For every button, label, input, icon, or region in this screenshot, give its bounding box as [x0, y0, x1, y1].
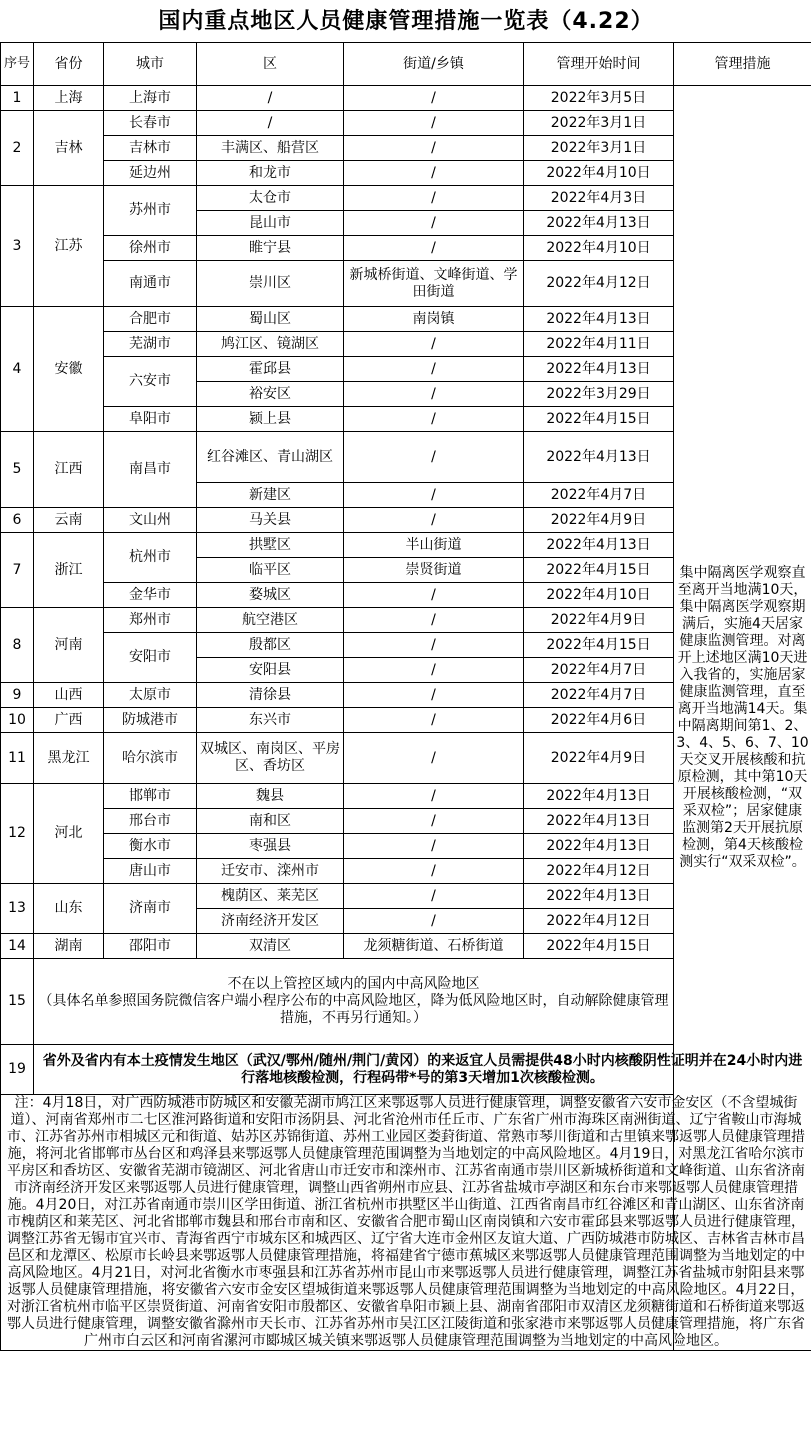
cell-district: 临平区: [197, 558, 344, 583]
cell-street: /: [344, 708, 524, 733]
cell-street: 新城桥街道、文峰街道、学田街道: [344, 261, 524, 307]
cell-city: 安阳市: [104, 633, 197, 683]
cell-date: 2022年4月13日: [524, 211, 674, 236]
cell-district: 丰满区、船营区: [197, 136, 344, 161]
cell-city: 南昌市: [104, 432, 197, 508]
cell-street: /: [344, 86, 524, 111]
cell-province: 山东: [34, 884, 104, 934]
cell-street: /: [344, 236, 524, 261]
cell-date: 2022年3月29日: [524, 382, 674, 407]
cell-street: /: [344, 884, 524, 909]
cell-city: 文山州: [104, 508, 197, 533]
cell-street: /: [344, 834, 524, 859]
cell-date: 2022年4月15日: [524, 407, 674, 432]
cell-city: 芜湖市: [104, 332, 197, 357]
table-row: [1, 1045, 811, 1095]
cell-street: /: [344, 111, 524, 136]
cell-city: 杭州市: [104, 533, 197, 583]
cell-date: 2022年4月13日: [524, 884, 674, 909]
cell-date: 2022年4月13日: [524, 533, 674, 558]
cell-city: 防城港市: [104, 708, 197, 733]
cell-district: 清徐县: [197, 683, 344, 708]
cell-district: 槐荫区、莱芜区: [197, 884, 344, 909]
cell-district: 拱墅区: [197, 533, 344, 558]
cell-city: 南通市: [104, 261, 197, 307]
cell-date: 2022年4月13日: [524, 307, 674, 332]
cell-street: /: [344, 859, 524, 884]
cell-city: 唐山市: [104, 859, 197, 884]
header-street: 街道/乡镇: [344, 43, 524, 86]
cell-street: 半山街道: [344, 533, 524, 558]
header-province: 省份: [34, 43, 104, 86]
cell-province: 河南: [34, 608, 104, 683]
cell-date: 2022年4月9日: [524, 508, 674, 533]
cell-date: 2022年4月10日: [524, 161, 674, 186]
cell-province: 上海: [34, 86, 104, 111]
cell-street: /: [344, 508, 524, 533]
cell-district: 双清区: [197, 934, 344, 959]
cell-city: 邢台市: [104, 809, 197, 834]
cell-district: 蜀山区: [197, 307, 344, 332]
cell-city: 阜阳市: [104, 407, 197, 432]
cell-date: 2022年3月1日: [524, 111, 674, 136]
cell-date: 2022年4月15日: [524, 934, 674, 959]
cell-province: 广西: [34, 708, 104, 733]
cell-date: 2022年4月7日: [524, 683, 674, 708]
cell-street: /: [344, 136, 524, 161]
cell-street: /: [344, 211, 524, 236]
cell-district: 太仓市: [197, 186, 344, 211]
cell-district: 枣强县: [197, 834, 344, 859]
cell-city: 邯郸市: [104, 784, 197, 809]
cell-date: 2022年4月7日: [524, 658, 674, 683]
cell-province: 安徽: [34, 307, 104, 432]
cell-province: 湖南: [34, 934, 104, 959]
cell-date: 2022年4月12日: [524, 261, 674, 307]
cell-street: /: [344, 332, 524, 357]
cell-city: 金华市: [104, 583, 197, 608]
cell-street: /: [344, 186, 524, 211]
cell-seq: 11: [1, 733, 34, 784]
cell-street: /: [344, 161, 524, 186]
cell-date: 2022年4月15日: [524, 558, 674, 583]
cell-district: 霍邱县: [197, 357, 344, 382]
cell-date: 2022年4月12日: [524, 909, 674, 934]
cell-seq: 19: [1, 1045, 34, 1095]
cell-seq: 10: [1, 708, 34, 733]
cell-seq: 6: [1, 508, 34, 533]
header-seq: 序号: [1, 43, 34, 86]
cell-district: 迁安市、滦州市: [197, 859, 344, 884]
cell-seq: 15: [1, 959, 34, 1045]
cell-street: /: [344, 382, 524, 407]
cell-date: 2022年4月11日: [524, 332, 674, 357]
cell-street: /: [344, 432, 524, 483]
cell-district: 睢宁县: [197, 236, 344, 261]
cell-date: 2022年4月15日: [524, 633, 674, 658]
cell-district: 南和区: [197, 809, 344, 834]
cell-date: 2022年4月13日: [524, 834, 674, 859]
cell-street: /: [344, 909, 524, 934]
cell-district: 昆山市: [197, 211, 344, 236]
cell-city: 郑州市: [104, 608, 197, 633]
hubei-outbreak-rule: 省外及省内有本土疫情发生地区（武汉/鄂州/随州/荆门/黄冈）的来返宜人员需提供48小时内核酸阴性证明并在24小时内进行落地核酸检测，行程码带*号的第3天增加1次核酸检测。: [34, 1045, 811, 1095]
other-risk-areas-cell: [34, 959, 674, 1045]
cell-date: 2022年4月12日: [524, 859, 674, 884]
cell-province: 黑龙江: [34, 733, 104, 784]
header-start-time: 管理开始时间: [524, 43, 674, 86]
cell-date: 2022年4月13日: [524, 809, 674, 834]
cell-city: 邵阳市: [104, 934, 197, 959]
cell-date: 2022年4月3日: [524, 186, 674, 211]
notes-text: 注：4月18日，对广西防城港市防城区和安徽芜湖市鸠江区来鄂返鄂人员进行健康管理，调整安徽省六安市金安区（不含望城街道）、河南省郑州市二七区淮河路街道和安阳市汤阴县、河北省沧州市任丘市、广东省广州市海珠区南洲街道、辽宁省鞍山市海城市、江苏省苏州市相城区元和街道、姑苏区苏锦街道、苏州工业园区娄葑街道、常熟市琴川街道和古里镇来鄂返鄂人员健康管理措施，将河北省邯郸市丛台区和鸡泽县来鄂返鄂人员健康管理范围调整为当地划定的中高风险地区。4月19日，对黑龙江省哈尔滨市平房区和香坊区、安徽省芜湖市镜湖区、河北省唐山市迁安市和滦州市、江苏省南通市崇川区新城桥街道和文峰街道、山东省济南市济南经济开发区来鄂返鄂人员进行健康管理，调整山西省朔州市应县、江苏省盐城市亭湖区和东台市来鄂返鄂人员健康管理措施。4月20日，对江苏省南通市崇川区学田街道、浙江省杭州市拱墅区半山街道、江西省南昌市红谷滩区和青山湖区、山东省济南市槐荫区和莱芜区、河北省邯郸市魏县和邢台市南和区、安徽省合肥市蜀山区南岗镇和六安市霍邱县来鄂返鄂人员进行健康管理，调整江苏省无锡市宜兴市、青海省西宁市城东区和城西区、辽宁省大连市金州区友谊大道、广西防城港市防城区、吉林省吉林市昌邑区和龙潭区、松原市长岭县来鄂返鄂人员健康管理措施，将福建省宁德市蕉城区来鄂返鄂人员健康管理范围调整为当地划定的中高风险地区。4月21日，对河北省衡水市枣强县和江苏省苏州市昆山市来鄂返鄂人员进行健康管理，调整江苏省盐城市射阳县来鄂返鄂人员健康管理措施，将安徽省六安市金安区望城街道来鄂返鄂人员健康管理范围调整为当地划定的中高风险地区。4月22日，对浙江省杭州市临平区崇贤街道、河南省安阳市殷都区、安徽省阜阳市颍上县、湖南省邵阳市双清区龙须糖街道和石桥街道来鄂返鄂人员进行健康管理，调整安徽省滁州市天长市、江苏省苏州市吴江区江陵街道和张家港市来鄂返鄂人员健康管理措施，将广东省广州市白云区和河南省漯河市郾城区城关镇来鄂返鄂人员健康管理范围调整为当地划定的中高风险地区。: [1, 1095, 811, 1351]
header-district: 区: [197, 43, 344, 86]
cell-seq: 9: [1, 683, 34, 708]
cell-seq: 3: [1, 186, 34, 307]
cell-city: 吉林市: [104, 136, 197, 161]
cell-date: 2022年4月9日: [524, 608, 674, 633]
cell-date: 2022年4月6日: [524, 708, 674, 733]
notes-row: [1, 1095, 811, 1351]
cell-date: 2022年4月10日: [524, 236, 674, 261]
cell-street: /: [344, 683, 524, 708]
cell-date: 2022年4月13日: [524, 784, 674, 809]
cell-date: 2022年4月13日: [524, 357, 674, 382]
cell-city: 济南市: [104, 884, 197, 934]
cell-street: /: [344, 809, 524, 834]
cell-district: 马关县: [197, 508, 344, 533]
cell-district: 新建区: [197, 483, 344, 508]
cell-date: 2022年3月1日: [524, 136, 674, 161]
cell-district: 济南经济开发区: [197, 909, 344, 934]
cell-city: 苏州市: [104, 186, 197, 236]
cell-seq: 14: [1, 934, 34, 959]
other-risk-areas-line1: 不在以上管控区域内的国内中高风险地区: [227, 976, 480, 992]
cell-date: 2022年4月10日: [524, 583, 674, 608]
cell-street: /: [344, 633, 524, 658]
cell-province: 山西: [34, 683, 104, 708]
cell-district: 崇川区: [197, 261, 344, 307]
cell-seq: 8: [1, 608, 34, 683]
cell-province: 吉林: [34, 111, 104, 186]
cell-seq: 4: [1, 307, 34, 432]
cell-street: 崇贤街道: [344, 558, 524, 583]
cell-city: 衡水市: [104, 834, 197, 859]
cell-seq: 5: [1, 432, 34, 508]
cell-street: /: [344, 357, 524, 382]
cell-street: /: [344, 733, 524, 784]
cell-city: 哈尔滨市: [104, 733, 197, 784]
cell-province: 河北: [34, 784, 104, 884]
cell-street: /: [344, 608, 524, 633]
cell-city: 上海市: [104, 86, 197, 111]
header-measure: 管理措施: [674, 43, 811, 86]
cell-date: 2022年4月13日: [524, 432, 674, 483]
cell-province: 江西: [34, 432, 104, 508]
cell-province: 江苏: [34, 186, 104, 307]
table-row: [1, 86, 811, 111]
cell-street: /: [344, 407, 524, 432]
cell-city: 太原市: [104, 683, 197, 708]
cell-district: 航空港区: [197, 608, 344, 633]
cell-district: 红谷滩区、青山湖区: [197, 432, 344, 483]
measure-cell: 集中隔离医学观察直至离开当地满10天，集中隔离医学观察期满后，实施4天居家健康监测管理。对离开上述地区满10天进入我省的，实施居家健康监测管理，直至离开当地满14天。集中隔离期间第1、2、3、4、5、6、7、10天交叉开展核酸和抗原检测，其中第10天开展核酸检测，“双采双检”；居家健康监测第2天开展抗原检测，第4天核酸检测实行“双采双检”。: [674, 86, 811, 1351]
other-risk-areas-line2: （具体名单参照国务院微信客户端小程序公布的中高风险地区，降为低风险地区时，自动解除健康管理措施，不再另行通知。）: [38, 993, 669, 1026]
cell-street: /: [344, 583, 524, 608]
cell-province: 浙江: [34, 533, 104, 608]
page-title: 国内重点地区人员健康管理措施一览表（4.22）: [1, 0, 811, 43]
cell-district: 双城区、南岗区、平房区、香坊区: [197, 733, 344, 784]
cell-district: 和龙市: [197, 161, 344, 186]
cell-district: 魏县: [197, 784, 344, 809]
cell-district: /: [197, 86, 344, 111]
cell-city: 徐州市: [104, 236, 197, 261]
cell-seq: 12: [1, 784, 34, 884]
cell-seq: 7: [1, 533, 34, 608]
cell-street: /: [344, 483, 524, 508]
cell-street: 南岗镇: [344, 307, 524, 332]
cell-district: 安阳县: [197, 658, 344, 683]
cell-city: 合肥市: [104, 307, 197, 332]
cell-district: /: [197, 111, 344, 136]
cell-date: 2022年3月5日: [524, 86, 674, 111]
cell-district: 裕安区: [197, 382, 344, 407]
cell-district: 东兴市: [197, 708, 344, 733]
cell-province: 云南: [34, 508, 104, 533]
cell-city: 延边州: [104, 161, 197, 186]
header-city: 城市: [104, 43, 197, 86]
cell-district: 婺城区: [197, 583, 344, 608]
cell-street: /: [344, 784, 524, 809]
cell-district: 鸠江区、镜湖区: [197, 332, 344, 357]
cell-date: 2022年4月7日: [524, 483, 674, 508]
cell-city: 长春市: [104, 111, 197, 136]
cell-seq: 2: [1, 111, 34, 186]
cell-seq: 13: [1, 884, 34, 934]
cell-street: /: [344, 658, 524, 683]
cell-date: 2022年4月9日: [524, 733, 674, 784]
cell-seq: 1: [1, 86, 34, 111]
cell-city: 六安市: [104, 357, 197, 407]
cell-district: 颍上县: [197, 407, 344, 432]
cell-district: 殷都区: [197, 633, 344, 658]
cell-street: 龙须糖街道、石桥街道: [344, 934, 524, 959]
header-row: [1, 43, 811, 86]
